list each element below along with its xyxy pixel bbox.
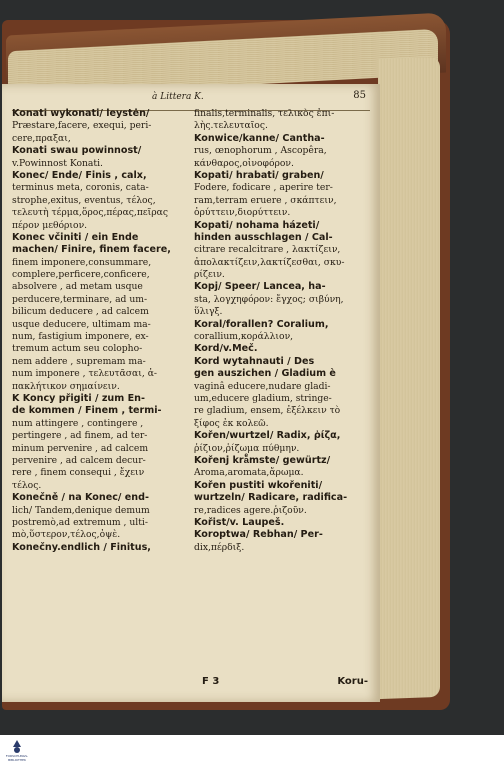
page-fore-edge: [378, 57, 440, 699]
text-line: Koral/forallen? Coralium,: [194, 318, 329, 330]
text-line: absolvere , ad metam usque: [12, 281, 143, 293]
text-line: perducere,terminare, ad um-: [12, 293, 148, 305]
text-line: Konečny.endlich / Finitus,: [12, 541, 151, 553]
text-line: mò,ὕστερον,τέλος,ὀψὲ.: [12, 529, 121, 541]
text-line: Konwice/kanne/ Cantha-: [194, 132, 325, 144]
text-line: Koroptwa/ Rebhan/ Per-: [194, 529, 323, 541]
text-line: πέρον μεθόριον.: [12, 219, 88, 231]
text-line: lich/ Tandem,denique demum: [12, 504, 150, 516]
text-line: minum pervenire , ad calcem: [12, 442, 149, 454]
left-column: [12, 108, 192, 554]
text-line: ρίζειν.: [194, 269, 225, 281]
text-line: dix,πέρδιξ.: [194, 541, 245, 553]
catchword: Koru-: [337, 676, 368, 687]
text-line: Fodere, fodicare , aperire ter-: [194, 182, 333, 194]
text-line: num, fastigium imponere, ex-: [12, 331, 149, 343]
text-line: terminus meta, coronis, cata-: [12, 182, 149, 194]
viewer-footer: [0, 735, 504, 764]
text-line: Kopj/ Speer/ Lancea, ha-: [194, 281, 326, 293]
page-number: 85: [353, 90, 366, 101]
text-line: Kořist/v. Laupeš.: [194, 516, 285, 528]
text-line: pertingere , ad finem, ad ter-: [12, 430, 148, 442]
text-line: ξίφος ἐκ κολεῶ.: [194, 417, 269, 429]
text-line: ὀρύττειν,διορύττειν.: [194, 207, 291, 219]
text-line: gen auszichen / Gladium è: [194, 368, 336, 380]
text-line: Kořen/wurtzel/ Radix, ῥίζα,: [194, 430, 341, 442]
text-line: num imponere , τελευτᾶσαι, ἀ-: [12, 368, 157, 380]
text-line: Kord/v.Meč.: [194, 343, 258, 355]
text-line: Kopati/ hrabati/ graben/: [194, 169, 324, 181]
text-line: Konec/ Ende/ Finis , calx,: [12, 169, 147, 181]
right-column: [194, 108, 374, 554]
text-line: v.Powinnost Konati.: [12, 157, 103, 169]
text-line: κάνθαρος,οἰνοφόρον.: [194, 157, 294, 169]
signature-mark: F 3: [202, 676, 220, 687]
logo-text-line1: FORSCHUNGS-: [5, 754, 29, 758]
text-line: Kořenj kraͤmste/ gewürtz/: [194, 454, 331, 466]
text-line: Aroma,aromata,ἄρωμα.: [194, 467, 304, 479]
text-line: finalis,terminalis, τελικὸς ἐπι-: [194, 108, 335, 119]
text-line: K Koncy přigiti / zum En-: [12, 392, 145, 404]
text-line: Konec včiniti / ein Ende: [12, 231, 139, 243]
text-line: ὕλιγξ.: [194, 306, 223, 318]
text-line: pervenire , ad calcem decur-: [12, 454, 146, 466]
text-line: ram,terram eruere , σκάπτειν,: [194, 194, 337, 206]
page-header: [2, 92, 380, 108]
text-line: Kořen pustiti wkořeniti/: [194, 479, 323, 491]
text-line: re gladium, ensem, ἐξέλκειν τὸ: [194, 405, 341, 417]
text-line: Konečně / na Konec/ end-: [12, 492, 149, 504]
text-line: nem addere , supremam ma-: [12, 355, 146, 367]
library-logo-icon: [2, 738, 32, 762]
text-line: λὴς.τελευταῖος.: [194, 120, 268, 132]
text-line: postremò,ad extremum , ulti-: [12, 516, 148, 528]
text-line: cere,πραξαι,: [12, 132, 71, 144]
text-line: ῥίζιον,ῥίζωμα πύθμην.: [194, 442, 300, 454]
text-line: ἀπολακτίζειν,λακτίζεσθαι, σκυ-: [194, 256, 345, 268]
text-line: Kord wytahnauti / Des: [194, 355, 315, 367]
text-line: re,radices agere.ῥιζοῦν.: [194, 504, 307, 516]
text-line: corallium,κοράλλιον,: [194, 331, 294, 343]
text-line: citrare recalcitrare , λακτίζειν,: [194, 244, 341, 256]
text-line: de kommen / Finem , termi-: [12, 405, 162, 417]
logo-text-line2: BIBLIOTHEK: [8, 758, 26, 762]
page-footer: [2, 676, 380, 692]
text-line: um,educere gladium, stringe-: [194, 392, 332, 404]
text-line: hinden ausschlagen / Cal-: [194, 231, 333, 243]
text-line: num attingere , contingere ,: [12, 417, 144, 429]
text-line: Kopati/ nohama házeti/: [194, 219, 320, 231]
text-line: πακλήτικον σημαίνειν.: [12, 380, 120, 392]
text-line: wurtzeln/ Radicare, radifica-: [194, 492, 348, 504]
text-line: vaginâ educere,nudare gladi-: [194, 380, 331, 392]
running-title: à Littera K.: [152, 92, 204, 102]
text-line: complere,perficere,conficere,: [12, 269, 150, 281]
text-line: rus, œnophorum , Ascopêra,: [194, 145, 327, 157]
text-line: τέλος.: [12, 479, 42, 491]
text-line: bilicum deducere , ad calcem: [12, 306, 149, 318]
text-line: tremum actum seu colopho-: [12, 343, 143, 355]
text-line: Konati swau powinnost/: [12, 145, 142, 157]
text-line: machen/ Finire, finem facere,: [12, 244, 171, 256]
text-line: sta, λογχηφόρον: ἔγχος; σιβύνη,: [194, 293, 344, 305]
text-line: τελευτὴ τέρμα,ὅρος,πέρας,πεῖρας: [12, 207, 169, 219]
text-line: Præstare,facere, exequi, peri-: [12, 120, 152, 132]
text-line: usque deducere, ultimam ma-: [12, 318, 151, 330]
text-line: Konati wykonati/ leystėn/: [12, 108, 150, 119]
text-line: finem imponere,consummare,: [12, 256, 152, 268]
text-line: rere , finem consequi , ἔχειν: [12, 467, 145, 479]
book-page: [2, 84, 380, 702]
text-line: strophe,exitus, eventus, τέλος,: [12, 194, 156, 206]
